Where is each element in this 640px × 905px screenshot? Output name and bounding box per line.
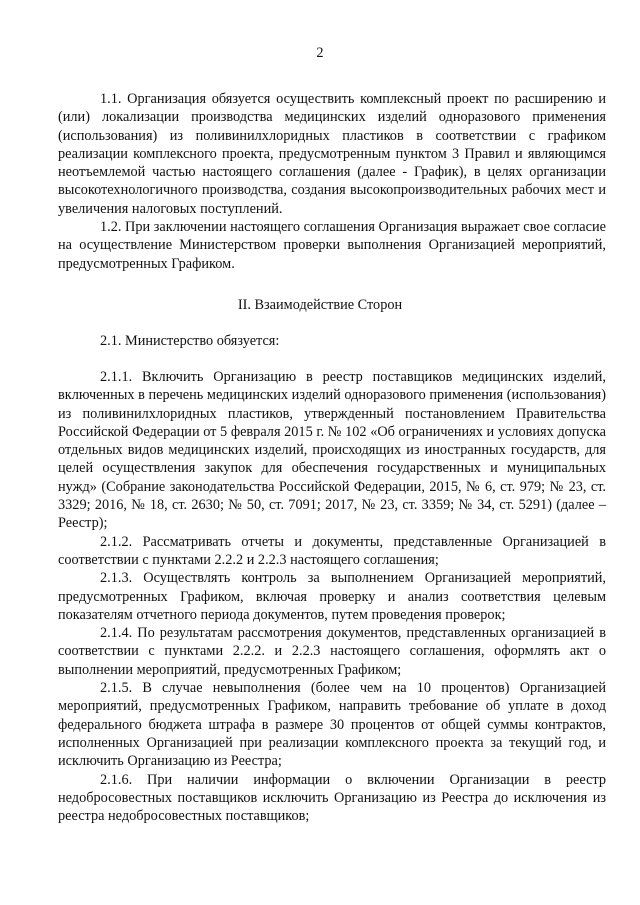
section-2-text (58, 368, 606, 825)
paragraph-2-1-3: 2.1.3. Осуществлять контроль за выполнением Организацией мероприятий, предусмотренных Графиком, включая проверку и анализ соответствия целевым показателям отчетного периода документов, путем проведения проверок; (58, 570, 606, 623)
paragraph-1-1: 1.1. Организация обязуется осуществить комплексный проект по расширению и (или) локализации производства медицинских изделий одноразового применения (использования) из поливинилхлоридных пластиков в соответствии с графиком реализации комплексного проекта, предусмотренным пунктом 3 Правил и являющимся неотъемлемой частью настоящего соглашения (далее - График), в целях организации высокотехнологичного производства, создания высокопроизводительных рабочих мест и увеличения налоговых поступлений. (58, 91, 606, 217)
section-1-text (58, 90, 606, 273)
paragraph-1-2: 1.2. При заключении настоящего соглашения Организация выражает свое согласие на осуществление Министерством проверки выполнения Организацией мероприятий, предусмотренных Графиком. (58, 219, 606, 272)
paragraph-2-1-6: 2.1.6. При наличии информации о включении Организации в реестр недобросовестных поставщиков исключить Организацию из Реестра до исключения из реестра недобросовестных поставщиков; (58, 771, 606, 825)
page-number: 2 (316, 45, 324, 61)
paragraph-2-1-4: 2.1.4. По результатам рассмотрения документов, представленных организацией в соответствии с пунктами 2.2.2. и 2.2.3 настоящего соглашения, оформлять акт о выполнении мероприятий, предусмотренных Графиком; (58, 625, 606, 678)
paragraph-2-1-5: 2.1.5. В случае невыполнения (более чем на 10 процентов) Организацией мероприятий, предусмотренных Графиком, направить требование об уплате в доход федерального бюджета штрафа в размере 30 процентов от общей суммы контрактов, исполненных Организацией при реализации комплексного проекта за текущий год, и исключить Организацию из Реестра; (58, 680, 606, 770)
paragraph-2-1-2: 2.1.2. Рассматривать отчеты и документы, представленные Организацией в соответствии с пунктами 2.2.2 и 2.2.3 настоящего соглашения; (58, 533, 606, 568)
paragraph-2-1-1: 2.1.1. Включить Организацию в реестр поставщиков медицинских изделий, включенных в перечень медицинских изделий одноразового применения (использования) из поливинилхлоридных пластиков, утвержденный постановлением Правительства Российской Федерации от 5 февраля 2015 г. № 102 «Об ограничениях и условиях допуска отдельных видов медицинских изделий, происходящих из иностранных государств, для целей осуществления закупок для обеспечения государственных и муниципальных нужд» (Собрание законодательства Российской Федерации, 2015, № 6, ст. 979; № 23, ст. 3329; 2016, № 18, ст. 2630; № 50, ст. 7091; 2017, № 23, ст. 3359; № 34, ст. 5291) (далее – Реестр); (58, 369, 606, 532)
section-2-heading: II. Взаимодействие Сторон (237, 297, 403, 313)
clause-2-1 (58, 332, 606, 350)
paragraph-2-1: 2.1. Министерство обязуется: (100, 333, 280, 349)
